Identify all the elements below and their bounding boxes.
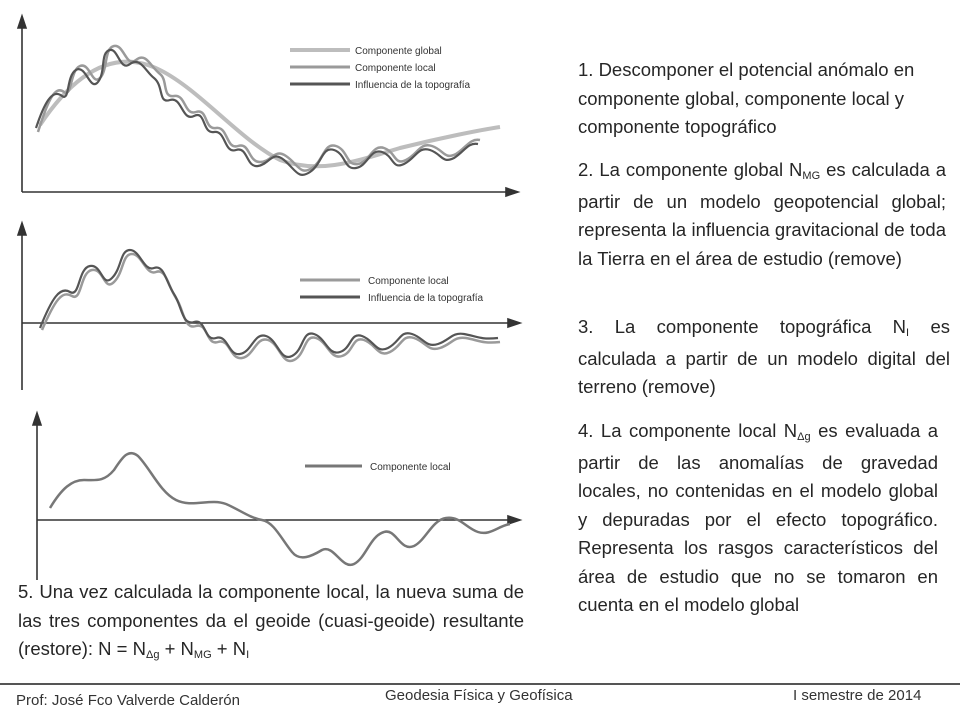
chart-panel-1 [0,0,540,215]
y-axis [18,16,26,192]
legend-2 [300,276,484,304]
step-2-text [578,156,946,273]
chart-panel-2 [0,210,540,410]
y-axis [18,223,26,390]
y-axis [33,413,41,580]
x-axis [22,188,518,196]
chart-panel-3 [0,400,540,590]
step-2-post: es calculada a partir de un modelo geopotencial global; representa la influencia gravitacional de toda la Tierra en el área de estudio (remove) [578,159,947,269]
footer-course: Geodesia Física y Geofísica [385,687,573,704]
step-5-sub-mg: MG [193,649,212,661]
legend-topography: Influencia de la topografía [355,80,471,91]
step-5-sub-i: I [246,649,250,661]
step-4-pre: 4. La componente local N [578,420,798,441]
legend-local: Componente local [370,462,451,473]
step-4-sub: Δg [797,431,811,443]
x-axis [22,319,520,327]
legend-local: Componente local [355,63,436,74]
step-3-text [578,313,950,402]
step-1-text: 1. Descomponer el potencial anómalo en componente global, componente local y componente topográfico [578,59,915,137]
legend-topography: Influencia de la topografía [368,293,484,304]
legend-global: Componente global [355,46,442,57]
step-5-pre: 5. Una vez calculada la componente local, la nueva suma de las tres componentes da el geoide (cuasi-geoide) resultante (restore): N = N [18,581,524,659]
step-2-pre: 2. La componente global N [578,159,803,180]
legend-1 [290,46,471,91]
step-3-sub: I [906,327,910,339]
footer-term: I semestre de 2014 [793,687,922,704]
step-3-pre: 3. La componente topográfica N [578,316,907,337]
footer-divider [0,683,960,685]
step-5-text [18,578,524,667]
step-4-post: es evaluada a partir de las anomalías de gravedad locales, no contenidas en el modelo global y depuradas por el efecto topográfico. Representa los rasgos característicos del área de estudio que no se tomaron en cuenta en el modelo global [578,420,939,615]
step-2-sub: MG [802,170,821,182]
step-5-mid-2: + N [211,638,247,659]
legend-local: Componente local [368,276,449,287]
step-3-post: es calculada a partir de un modelo digital del terreno (remove) [578,316,950,397]
step-5-sub-dg: Δg [145,649,160,661]
footer-author: Prof: José Fco Valverde Calderón [16,692,240,709]
step-4-text [578,417,938,620]
legend-3 [305,462,451,473]
step-5-mid-1: + N [159,638,194,659]
